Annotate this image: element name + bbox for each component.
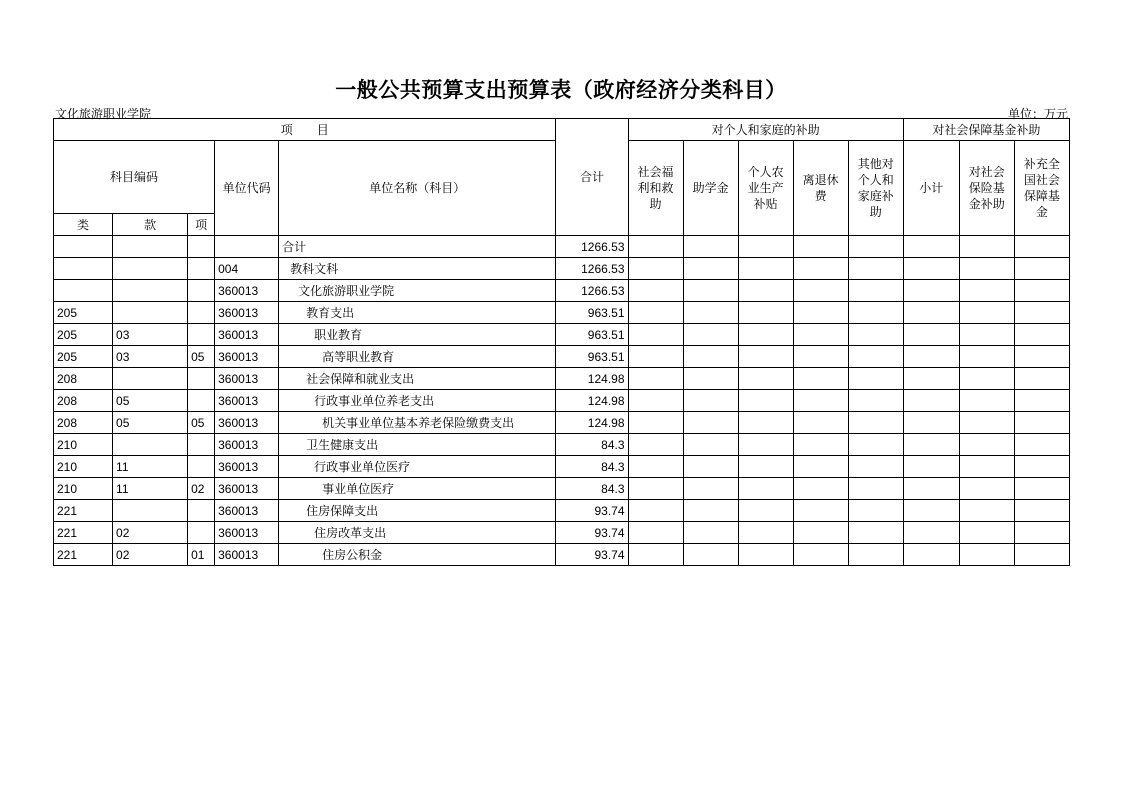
kuan-cell (113, 434, 188, 456)
lei-cell (54, 280, 113, 302)
empty-cell (959, 500, 1014, 522)
personal-subsidy-header: 对个人和家庭的补助 (628, 119, 903, 141)
empty-cell (848, 280, 903, 302)
empty-cell (848, 302, 903, 324)
page-title: 一般公共预算支出预算表（政府经济分类科目） (335, 78, 787, 102)
empty-cell (903, 324, 959, 346)
empty-cell (1014, 258, 1069, 280)
table-row (54, 324, 1070, 346)
unit-name-cell: 合计 (279, 236, 556, 258)
empty-cell (738, 368, 793, 390)
empty-cell (628, 368, 683, 390)
empty-cell (959, 412, 1014, 434)
unit-code-cell: 360013 (215, 544, 279, 566)
empty-cell (793, 346, 848, 368)
empty-cell (683, 544, 738, 566)
lei-cell: 221 (54, 522, 113, 544)
empty-cell (903, 346, 959, 368)
empty-cell (1014, 456, 1069, 478)
xiang-cell: 05 (188, 412, 215, 434)
empty-cell (793, 280, 848, 302)
empty-cell (738, 544, 793, 566)
empty-cell (628, 280, 683, 302)
empty-cell (793, 434, 848, 456)
unit-code-cell: 360013 (215, 412, 279, 434)
empty-cell (848, 346, 903, 368)
unit-code-cell: 360013 (215, 522, 279, 544)
empty-cell (1014, 302, 1069, 324)
total-cell: 1266.53 (556, 258, 628, 280)
xiang-cell (188, 500, 215, 522)
empty-cell (903, 302, 959, 324)
empty-cell (628, 346, 683, 368)
lei-cell: 205 (54, 324, 113, 346)
empty-cell (738, 236, 793, 258)
total-cell: 963.51 (556, 302, 628, 324)
table-body (54, 236, 1070, 566)
empty-cell (683, 412, 738, 434)
lei-cell: 210 (54, 478, 113, 500)
unit-name-cell: 卫生健康支出 (279, 434, 556, 456)
total-cell: 93.74 (556, 544, 628, 566)
unit-code-cell: 360013 (215, 456, 279, 478)
table-row (54, 412, 1070, 434)
table-row (54, 478, 1070, 500)
xiang-cell (188, 368, 215, 390)
empty-cell (848, 390, 903, 412)
empty-cell (903, 500, 959, 522)
empty-cell (959, 346, 1014, 368)
unit-name-header: 单位名称（科目） (279, 141, 556, 236)
empty-cell (683, 456, 738, 478)
table-row (54, 302, 1070, 324)
empty-cell (628, 302, 683, 324)
table-row (54, 346, 1070, 368)
empty-cell (848, 522, 903, 544)
empty-cell (738, 456, 793, 478)
empty-cell (683, 280, 738, 302)
project-header: 项 目 (54, 119, 556, 141)
unit-code-cell: 004 (215, 258, 279, 280)
unit-name-cell: 社会保障和就业支出 (279, 368, 556, 390)
empty-cell (903, 258, 959, 280)
other-personal-header: 其他对个人和家庭补助 (848, 141, 903, 236)
empty-cell (848, 412, 903, 434)
empty-cell (683, 434, 738, 456)
empty-cell (959, 456, 1014, 478)
total-cell: 124.98 (556, 390, 628, 412)
unit-name-cell: 机关事业单位基本养老保险缴费支出 (279, 412, 556, 434)
empty-cell (848, 500, 903, 522)
lei-cell: 210 (54, 434, 113, 456)
unit-code-cell: 360013 (215, 324, 279, 346)
kuan-cell (113, 500, 188, 522)
unit-name-cell: 住房保障支出 (279, 500, 556, 522)
empty-cell (848, 236, 903, 258)
lei-header: 类 (54, 214, 113, 236)
empty-cell (903, 280, 959, 302)
empty-cell (1014, 390, 1069, 412)
xiang-cell (188, 324, 215, 346)
empty-cell (848, 368, 903, 390)
empty-cell (738, 500, 793, 522)
total-cell: 124.98 (556, 412, 628, 434)
kuan-cell (113, 236, 188, 258)
table-row (54, 500, 1070, 522)
total-header: 合计 (556, 119, 628, 236)
empty-cell (903, 390, 959, 412)
unit-name-cell: 教育支出 (279, 302, 556, 324)
empty-cell (628, 258, 683, 280)
empty-cell (738, 522, 793, 544)
lei-cell: 208 (54, 368, 113, 390)
empty-cell (683, 390, 738, 412)
unit-code-cell: 360013 (215, 368, 279, 390)
empty-cell (903, 412, 959, 434)
empty-cell (1014, 544, 1069, 566)
empty-cell (738, 478, 793, 500)
kuan-cell: 05 (113, 412, 188, 434)
table-row (54, 456, 1070, 478)
empty-cell (738, 324, 793, 346)
empty-cell (903, 522, 959, 544)
empty-cell (738, 280, 793, 302)
empty-cell (683, 478, 738, 500)
empty-cell (793, 478, 848, 500)
empty-cell (1014, 280, 1069, 302)
lei-cell: 205 (54, 302, 113, 324)
xiang-cell (188, 522, 215, 544)
empty-cell (738, 412, 793, 434)
table-row (54, 258, 1070, 280)
xiang-cell (188, 456, 215, 478)
empty-cell (683, 368, 738, 390)
empty-cell (793, 390, 848, 412)
social-insurance-fund-header: 对社会保险基金补助 (959, 141, 1014, 236)
unit-name-cell: 高等职业教育 (279, 346, 556, 368)
lei-cell (54, 258, 113, 280)
empty-cell (959, 544, 1014, 566)
empty-cell (628, 236, 683, 258)
subtotal-header: 小计 (903, 141, 959, 236)
retirement-header: 离退休费 (793, 141, 848, 236)
header-row-1 (54, 119, 1070, 141)
kuan-cell (113, 280, 188, 302)
kuan-cell: 11 (113, 478, 188, 500)
empty-cell (793, 412, 848, 434)
empty-cell (959, 390, 1014, 412)
empty-cell (683, 522, 738, 544)
empty-cell (903, 544, 959, 566)
empty-cell (1014, 522, 1069, 544)
empty-cell (848, 324, 903, 346)
empty-cell (903, 456, 959, 478)
total-cell: 1266.53 (556, 236, 628, 258)
kuan-cell: 05 (113, 390, 188, 412)
total-cell: 84.3 (556, 478, 628, 500)
empty-cell (848, 456, 903, 478)
subject-code-header: 科目编码 (54, 141, 215, 214)
empty-cell (959, 324, 1014, 346)
xiang-cell (188, 236, 215, 258)
unit-name-cell: 行政事业单位医疗 (279, 456, 556, 478)
empty-cell (1014, 478, 1069, 500)
xiang-cell (188, 390, 215, 412)
empty-cell (628, 456, 683, 478)
total-cell: 124.98 (556, 368, 628, 390)
empty-cell (848, 434, 903, 456)
empty-cell (628, 412, 683, 434)
xiang-cell: 02 (188, 478, 215, 500)
xiang-cell (188, 302, 215, 324)
empty-cell (848, 478, 903, 500)
empty-cell (628, 434, 683, 456)
empty-cell (738, 390, 793, 412)
farm-subsidy-header: 个人农业生产补贴 (738, 141, 793, 236)
empty-cell (1014, 324, 1069, 346)
unit-code-cell: 360013 (215, 302, 279, 324)
currency-unit-label: 单位：万元 (1007, 107, 1068, 121)
lei-cell: 205 (54, 346, 113, 368)
empty-cell (1014, 500, 1069, 522)
empty-cell (1014, 434, 1069, 456)
empty-cell (959, 522, 1014, 544)
kuan-cell (113, 368, 188, 390)
unit-code-cell: 360013 (215, 434, 279, 456)
table-row (54, 280, 1070, 302)
table-row (54, 522, 1070, 544)
table-row (54, 368, 1070, 390)
table-row (54, 390, 1070, 412)
empty-cell (959, 368, 1014, 390)
xiang-cell (188, 434, 215, 456)
table-row (54, 236, 1070, 258)
unit-code-header: 单位代码 (215, 141, 279, 236)
empty-cell (1014, 412, 1069, 434)
empty-cell (959, 302, 1014, 324)
empty-cell (628, 478, 683, 500)
empty-cell (959, 258, 1014, 280)
empty-cell (848, 544, 903, 566)
unit-code-cell: 360013 (215, 478, 279, 500)
total-cell: 93.74 (556, 522, 628, 544)
empty-cell (1014, 368, 1069, 390)
empty-cell (1014, 346, 1069, 368)
unit-code-cell: 360013 (215, 280, 279, 302)
table-row (54, 434, 1070, 456)
unit-code-cell: 360013 (215, 390, 279, 412)
xiang-cell (188, 258, 215, 280)
empty-cell (793, 456, 848, 478)
empty-cell (793, 522, 848, 544)
empty-cell (683, 236, 738, 258)
unit-name-label: 文化旅游职业学院 (55, 107, 152, 121)
empty-cell (793, 544, 848, 566)
kuan-cell: 02 (113, 544, 188, 566)
empty-cell (628, 390, 683, 412)
empty-cell (903, 434, 959, 456)
empty-cell (793, 500, 848, 522)
lei-cell (54, 236, 113, 258)
empty-cell (848, 258, 903, 280)
empty-cell (903, 478, 959, 500)
empty-cell (793, 324, 848, 346)
national-social-fund-header: 补充全国社会保障基金 (1014, 141, 1069, 236)
empty-cell (1014, 236, 1069, 258)
kuan-cell (113, 302, 188, 324)
empty-cell (793, 302, 848, 324)
social-security-header: 对社会保障基金补助 (903, 119, 1069, 141)
empty-cell (959, 236, 1014, 258)
stipend-header: 助学金 (683, 141, 738, 236)
empty-cell (628, 522, 683, 544)
empty-cell (628, 500, 683, 522)
xiang-header: 项 (188, 214, 215, 236)
empty-cell (738, 258, 793, 280)
empty-cell (683, 324, 738, 346)
xiang-cell: 05 (188, 346, 215, 368)
empty-cell (628, 324, 683, 346)
unit-name-cell: 住房改革支出 (279, 522, 556, 544)
total-cell: 1266.53 (556, 280, 628, 302)
kuan-cell: 11 (113, 456, 188, 478)
xiang-cell: 01 (188, 544, 215, 566)
empty-cell (683, 500, 738, 522)
unit-name-cell: 文化旅游职业学院 (279, 280, 556, 302)
empty-cell (793, 236, 848, 258)
empty-cell (683, 302, 738, 324)
kuan-cell: 03 (113, 324, 188, 346)
lei-cell: 221 (54, 544, 113, 566)
kuan-cell (113, 258, 188, 280)
empty-cell (738, 346, 793, 368)
kuan-cell: 02 (113, 522, 188, 544)
lei-cell: 210 (54, 456, 113, 478)
unit-code-cell: 360013 (215, 346, 279, 368)
empty-cell (738, 302, 793, 324)
empty-cell (793, 258, 848, 280)
unit-code-cell: 360013 (215, 500, 279, 522)
empty-cell (959, 478, 1014, 500)
welfare-relief-header: 社会福利和救助 (628, 141, 683, 236)
unit-name-cell: 住房公积金 (279, 544, 556, 566)
empty-cell (903, 236, 959, 258)
lei-cell: 208 (54, 412, 113, 434)
total-cell: 963.51 (556, 346, 628, 368)
empty-cell (628, 544, 683, 566)
empty-cell (903, 368, 959, 390)
empty-cell (738, 434, 793, 456)
table-row (54, 544, 1070, 566)
unit-name-cell: 职业教育 (279, 324, 556, 346)
total-cell: 93.74 (556, 500, 628, 522)
unit-name-cell: 教科文科 (279, 258, 556, 280)
kuan-header: 款 (113, 214, 188, 236)
lei-cell: 221 (54, 500, 113, 522)
empty-cell (959, 434, 1014, 456)
budget-table (53, 118, 1070, 566)
unit-name-cell: 事业单位医疗 (279, 478, 556, 500)
total-cell: 84.3 (556, 434, 628, 456)
total-cell: 963.51 (556, 324, 628, 346)
empty-cell (683, 258, 738, 280)
empty-cell (683, 346, 738, 368)
empty-cell (793, 368, 848, 390)
kuan-cell: 03 (113, 346, 188, 368)
xiang-cell (188, 280, 215, 302)
empty-cell (959, 280, 1014, 302)
unit-code-cell (215, 236, 279, 258)
lei-cell: 208 (54, 390, 113, 412)
unit-name-cell: 行政事业单位养老支出 (279, 390, 556, 412)
total-cell: 84.3 (556, 456, 628, 478)
